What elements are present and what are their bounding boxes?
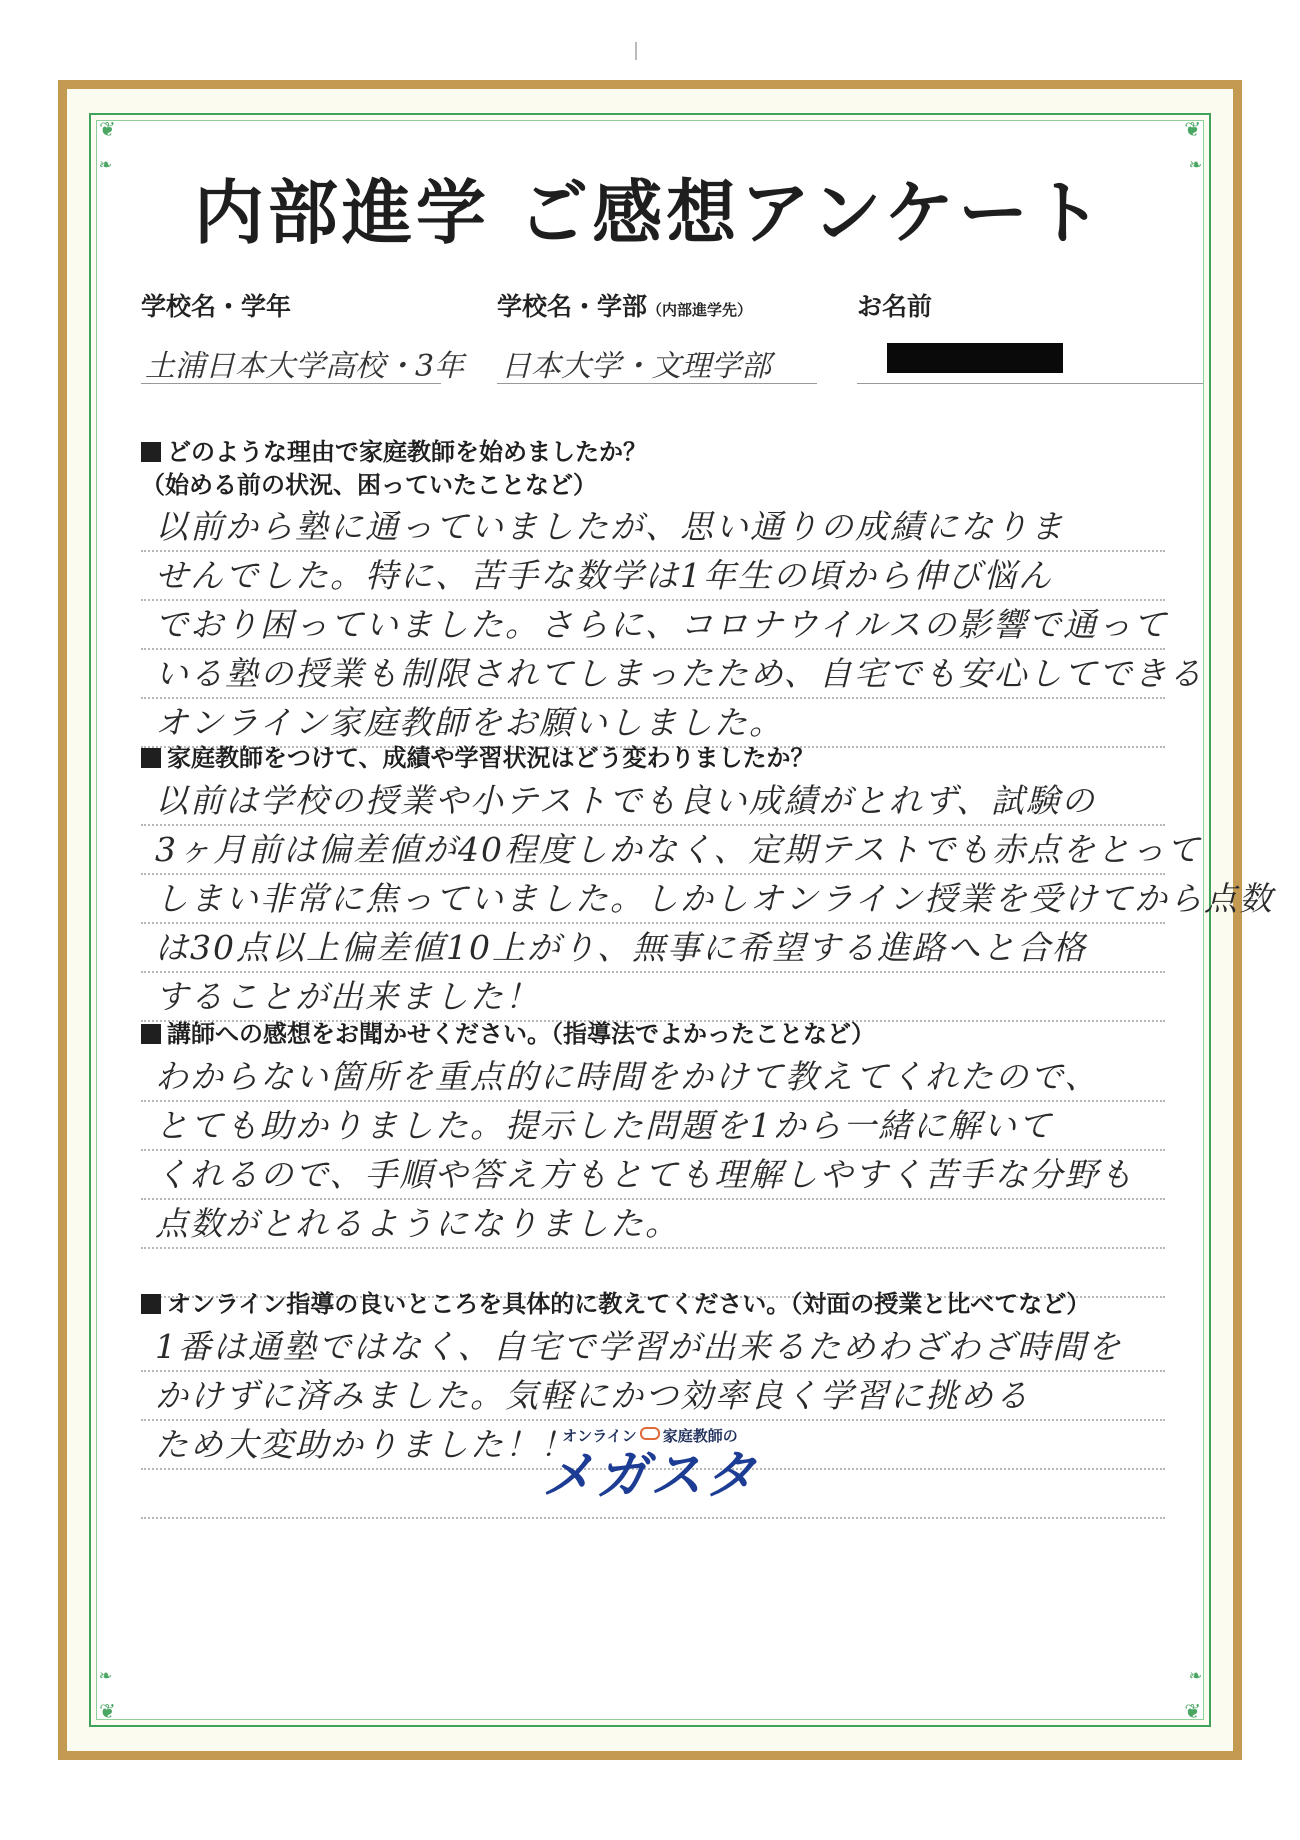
destination-field [497,287,817,384]
square-bullet-icon [141,1024,161,1044]
redaction-bar [887,343,1063,373]
question-section-2 [141,741,1275,1022]
answer-line: しまい非常に焦っていました。しかしオンライン授業を受けてから点数 [141,875,1165,924]
destination-label-note: （内部進学先） [647,301,753,319]
corner-ornament-icon: ❦ [1184,1699,1201,1723]
answer-line: せんでした。特に、苦手な数学は1年生の頃から伸び悩ん [141,552,1165,601]
question-heading: 講師への感想をお聞かせください。（指導法でよかったことなど） [141,1017,1165,1051]
corner-ornament-icon: ❦ [99,1699,116,1723]
square-bullet-icon [141,1294,161,1314]
side-ornament-icon: ❧ [96,155,115,174]
answer-line: ため大変助かりました！！ [141,1421,1165,1470]
inner-frame [89,113,1275,1727]
answer-line: 3ヶ月前は偏差値が40程度しかなく、定期テストでも赤点をとって [141,826,1165,875]
question-heading: オンライン指導の良いところを具体的に教えてください。（対面の授業と比べてなど） [141,1287,1165,1321]
square-bullet-icon [141,748,161,768]
logo-tagline: オンライン 家庭教師の [562,1427,738,1445]
side-ornament-icon: ❧ [1186,155,1205,174]
answer-lines [141,503,1204,748]
answer-lines [141,1053,1165,1298]
destination-label: 学校名・学部（内部進学先） [497,292,753,321]
respondent-info [141,287,1169,384]
answer-line: いる塾の授業も制限されてしまったため、自宅でも安心してできる [141,650,1165,699]
answer-line: とても助かりました。提示した問題を1から一緒に解いて [141,1102,1165,1151]
answer-line: でおり困っていました。さらに、コロナウイルスの影響で通って [141,601,1165,650]
destination-value: 日本大学・文理学部 [497,341,817,384]
answer-line: わからない箇所を重点的に時間をかけて教えてくれたので、 [141,1053,1165,1102]
answer-line: オンライン家庭教師をお願いしました。 [141,699,1165,748]
name-field [857,287,1203,384]
name-label: お名前 [857,292,933,321]
answer-lines [141,777,1275,1022]
logo-wordmark: メガスタ [541,1446,758,1506]
page-title: 内部進学 ご感想アンケート [193,171,1107,254]
school-field [141,287,465,384]
answer-line: することが出来ました！ [141,973,1165,1022]
answer-line: くれるので、手順や答え方もとても理解しやすく苦手な分野も [141,1151,1165,1200]
square-bullet-icon [141,442,161,462]
school-label: 学校名・学年 [141,292,292,321]
answer-line: は30点以上偏差値10上がり、無事に希望する進路へと合格 [141,924,1165,973]
side-ornament-icon: ❧ [1186,1666,1205,1685]
scan-mark [635,42,637,60]
name-value-redacted [857,341,1203,384]
school-value: 土浦日本大学高校・3年 [141,341,441,384]
corner-ornament-icon: ❦ [99,117,116,141]
answer-line: 点数がとれるようになりました。 [141,1200,1165,1249]
answer-line: 以前は学校の授業や小テストでも良い成績がとれず、試験の [141,777,1165,826]
question-heading: どのような理由で家庭教師を始めましたか？ [141,435,1165,469]
corner-ornament-icon: ❦ [1184,117,1201,141]
answer-line: かけずに済みました。気軽にかつ効率良く学習に挑める [141,1372,1165,1421]
link-icon [640,1427,660,1440]
question-section-3 [141,1017,1165,1298]
question-subheading: （始める前の状況、困っていたことなど） [141,470,597,499]
certificate-frame [58,80,1275,1760]
answer-line: 以前から塾に通っていましたが、思い通りの成績になりま [141,503,1165,552]
question-heading: 家庭教師をつけて、成績や学習状況はどう変わりましたか？ [141,741,1165,775]
answer-line: 1番は通塾ではなく、自宅で学習が出来るためわざわざ時間を [141,1323,1165,1372]
side-ornament-icon: ❧ [96,1666,115,1685]
question-section-1 [141,435,1204,748]
brand-logo [91,1425,1209,1506]
